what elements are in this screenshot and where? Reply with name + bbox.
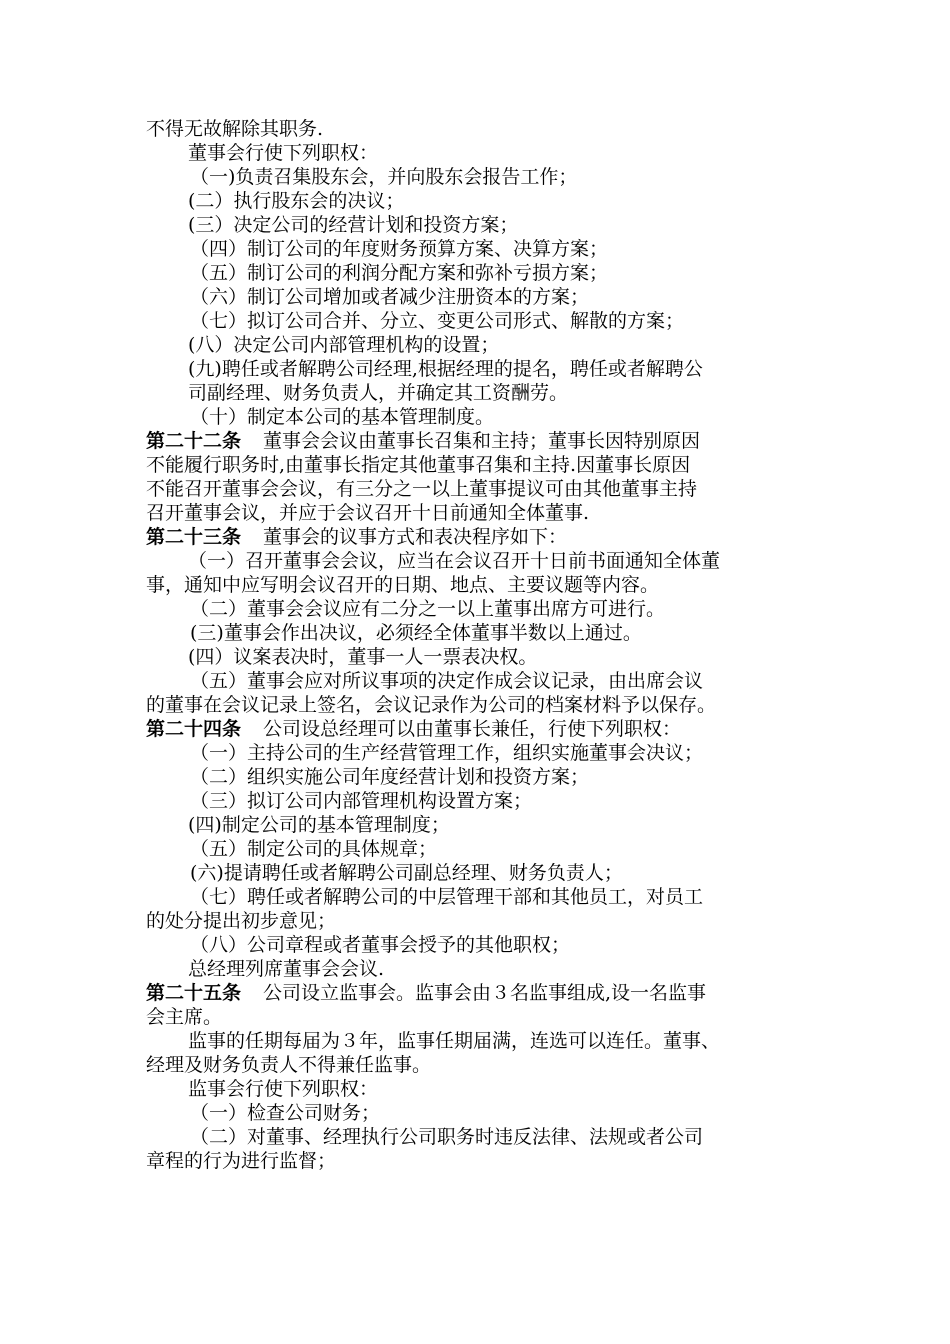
text-line [146,1101,816,1125]
text-line [146,1149,816,1173]
line-text: (二）执行股东会的决议； [188,190,405,212]
text-line [146,501,816,525]
line-text: 董事会的议事方式和表决程序如下： [263,526,568,548]
text-line [146,453,816,477]
text-line [146,573,816,597]
line-text: 司副经理、财务负责人，并确定其工资酬劳。 [188,382,569,404]
text-line [146,309,816,333]
article-heading: 第二十四条 [146,718,242,740]
text-line [146,933,816,957]
text-line [146,1077,816,1101]
line-text: （五）制定公司的具体规章； [190,838,438,860]
line-text: 的处分提出初步意见； [146,910,337,932]
line-text: 不能召开董事会会议，有三分之一以上董事提议可由其他董事主持 [146,478,698,500]
text-line [146,477,816,501]
line-text: (六)提请聘任或者解聘公司副总经理、财务负责人； [190,862,623,884]
line-text: （一）检查公司财务； [190,1102,381,1124]
line-text: （六）制订公司增加或者减少注册资本的方案； [190,286,590,308]
line-text: (三）决定公司的经营计划和投资方案； [188,214,519,236]
text-line [146,549,816,573]
text-line [146,357,816,381]
line-text: 公司设总经理可以由董事长兼任，行使下列职权： [263,718,682,740]
text-line [146,957,816,981]
text-line [146,717,816,741]
text-line [146,1029,816,1053]
text-line [146,981,816,1005]
text-line [146,141,816,165]
text-line [146,117,816,141]
text-line [146,237,816,261]
text-line [146,597,816,621]
text-line [146,285,816,309]
line-text: 董事会行使下列职权： [188,142,379,164]
article-heading: 第二十二条 [146,430,242,452]
line-text: 总经理列席董事会会议. [188,958,385,980]
text-line [146,189,816,213]
line-text: 章程的行为进行监督； [146,1150,337,1172]
line-text: (八）决定公司内部管理机构的设置； [188,334,500,356]
line-text: 不能履行职务时,由董事长指定其他董事召集和主持.因董事长原因 [146,454,691,476]
text-line [146,429,816,453]
line-text: 公司设立监事会。监事会由３名监事组成,设一名监事 [263,982,707,1004]
line-text: 的董事在会议记录上签名，会议记录作为公司的档案材料予以保存。 [146,694,717,716]
text-line [146,885,816,909]
line-text: (四）议案表决时，董事一人一票表决权。 [188,646,538,668]
line-text: （一）召开董事会会议，应当在会议召开十日前书面通知全体董 [188,550,721,572]
line-text: (三)董事会作出决议，必须经全体董事半数以上通过。 [190,622,642,644]
text-line [146,165,816,189]
line-text: 监事会行使下列职权： [188,1078,379,1100]
line-text: （二）组织实施公司年度经营计划和投资方案； [190,766,590,788]
line-text: 召开董事会议，并应于会议召开十日前通知全体董事. [146,502,590,524]
text-line [146,789,816,813]
text-line [146,741,816,765]
text-line [146,813,816,837]
document-body [146,117,816,1173]
line-text: （八）公司章程或者董事会授予的其他职权； [190,934,571,956]
text-line [146,621,816,645]
line-text: （七）拟订公司合并、分立、变更公司形式、解散的方案； [190,310,685,332]
text-line [146,405,816,429]
text-line [146,333,816,357]
text-line [146,525,816,549]
text-line [146,861,816,885]
line-text: (九)聘任或者解聘公司经理,根据经理的提名，聘任或者解聘公 [188,358,703,380]
line-text: （五）制订公司的利润分配方案和弥补亏损方案； [190,262,609,284]
article-heading: 第二十三条 [146,526,242,548]
text-line [146,765,816,789]
text-line [146,381,816,405]
line-text: （四）制订公司的年度财务预算方案、决算方案； [190,238,609,260]
text-line [146,669,816,693]
line-text: 会主席。 [146,1006,223,1028]
line-text: （十）制定本公司的基本管理制度。 [190,406,495,428]
text-line [146,837,816,861]
line-text: （二）董事会会议应有二分之一以上董事出席方可进行。 [190,598,666,620]
text-line [146,645,816,669]
text-line [146,1053,816,1077]
line-text: 监事的任期每届为３年，监事任期届满，连选可以连任。董事、 [188,1030,721,1052]
text-line [146,1005,816,1029]
text-line [146,1125,816,1149]
line-text: 董事会会议由董事长召集和主持；董事长因特别原因 [263,430,701,452]
line-text: 不得无故解除其职务. [146,118,324,140]
line-text: （二）对董事、经理执行公司职务时违反法律、法规或者公司 [190,1126,704,1148]
text-line [146,693,816,717]
line-text: （七）聘任或者解聘公司的中层管理干部和其他员工，对员工 [190,886,704,908]
text-line [146,909,816,933]
line-text: （一）主持公司的生产经营管理工作，组织实施董事会决议； [190,742,704,764]
line-text: 事，通知中应写明会议召开的日期、地点、主要议题等内容。 [146,574,660,596]
line-text: (四)制定公司的基本管理制度； [188,814,450,836]
line-text: （三）拟订公司内部管理机构设置方案； [190,790,533,812]
article-heading: 第二十五条 [146,982,242,1004]
line-text: （一)负责召集股东会，并向股东会报告工作； [190,166,578,188]
text-line [146,261,816,285]
line-text: 经理及财务负责人不得兼任监事。 [146,1054,432,1076]
line-text: （五）董事会应对所议事项的决定作成会议记录，由出席会议 [190,670,704,692]
text-line [146,213,816,237]
